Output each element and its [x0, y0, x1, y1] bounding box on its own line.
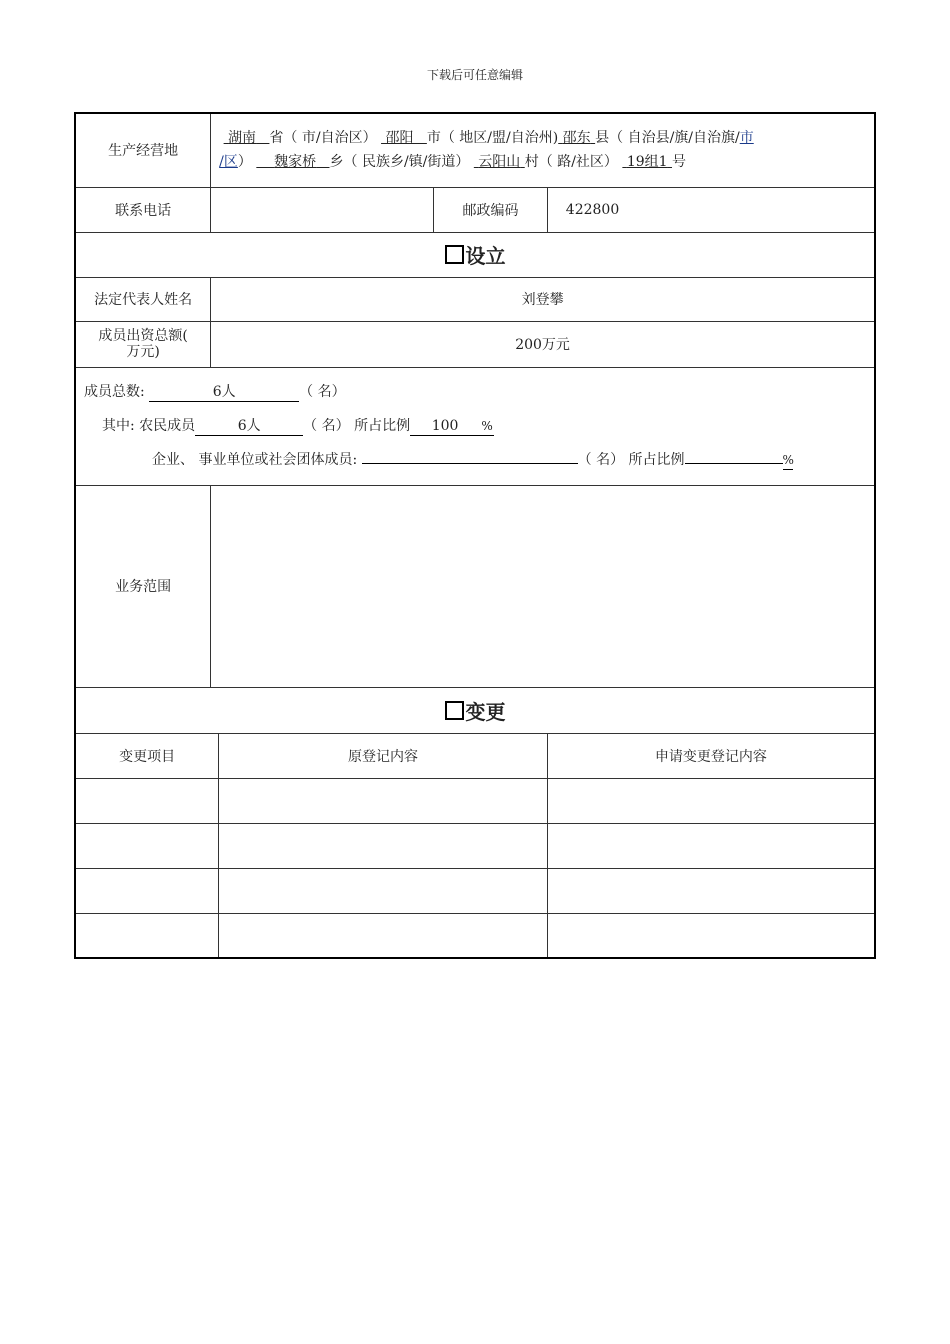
phone-label: 联系电话	[75, 187, 211, 232]
enterprise-unit: （ 名）	[577, 452, 625, 468]
change-requested-cell[interactable]	[547, 778, 875, 823]
establish-title: 设立	[465, 244, 506, 268]
members-total-label: 成员总数:	[84, 384, 145, 400]
farmer-ratio-value[interactable]: 100	[410, 417, 480, 436]
scope-label: 业务范围	[75, 485, 211, 687]
change-item-cell[interactable]	[75, 778, 219, 823]
enterprise-ratio-value[interactable]	[685, 463, 783, 464]
change-col-original: 原登记内容	[219, 733, 548, 778]
change-item-cell[interactable]	[75, 913, 219, 958]
change-original-cell[interactable]	[219, 868, 548, 913]
farmer-line	[84, 409, 866, 443]
scope-field[interactable]	[211, 485, 875, 687]
change-row	[75, 913, 875, 958]
change-checkbox[interactable]	[445, 701, 464, 720]
change-item-cell[interactable]	[75, 868, 219, 913]
capital-label-line1: 成员出资总额(	[98, 328, 188, 344]
members-total-value[interactable]: 6人	[149, 383, 299, 402]
farmer-percent: %	[480, 417, 494, 436]
change-row	[75, 868, 875, 913]
capital-value[interactable]: 200万元	[211, 321, 875, 367]
establish-checkbox[interactable]	[445, 245, 464, 264]
registration-form	[74, 112, 876, 959]
change-requested-cell[interactable]	[547, 823, 875, 868]
province-suffix: 省（ 市/自治区）	[269, 130, 377, 147]
farmer-unit: （ 名）	[303, 418, 350, 434]
change-title: 变更	[465, 699, 506, 724]
town-value[interactable]: 魏家桥	[274, 154, 317, 171]
enterprise-value[interactable]	[362, 463, 578, 464]
legal-rep-value[interactable]: 刘登攀	[211, 277, 875, 321]
enterprise-ratio-label: 所占比例	[628, 452, 685, 468]
farmer-ratio-label: 所占比例	[354, 418, 411, 434]
change-requested-cell[interactable]	[547, 913, 875, 958]
of-which-label: 其中:	[102, 418, 135, 434]
link-shi[interactable]: 市	[739, 130, 754, 147]
postal-field[interactable]: 422800	[547, 187, 875, 232]
city-suffix: 市（ 地区/盟/自治州)	[426, 130, 559, 147]
enterprise-line	[84, 443, 866, 477]
capital-label	[75, 321, 211, 367]
change-requested-cell[interactable]	[547, 868, 875, 913]
farmer-value[interactable]: 6人	[195, 417, 303, 436]
change-section-header	[75, 687, 875, 733]
village-suffix: 村（ 路/社区）	[524, 154, 618, 171]
number-value[interactable]: 19组1	[626, 154, 668, 171]
phone-field[interactable]	[211, 187, 434, 232]
change-col-item: 变更项目	[75, 733, 219, 778]
change-row	[75, 823, 875, 868]
legal-rep-label: 法定代表人姓名	[75, 277, 211, 321]
county-value[interactable]: 邵东	[562, 130, 591, 147]
header-note: 下载后可任意编辑	[426, 68, 523, 82]
address-cell	[211, 113, 875, 187]
city-value[interactable]: 邵阳	[385, 130, 414, 147]
address-label: 生产经营地	[75, 113, 211, 187]
change-original-cell[interactable]	[219, 913, 548, 958]
county-suffix: 县（ 自治县/旗/自治旗/	[595, 130, 740, 147]
province-value[interactable]: 湖南	[228, 130, 257, 147]
change-row	[75, 778, 875, 823]
change-original-cell[interactable]	[219, 778, 548, 823]
change-col-requested: 申请变更登记内容	[547, 733, 875, 778]
members-total-unit: （ 名）	[299, 384, 346, 400]
enterprise-percent: %	[783, 451, 793, 470]
after-link: ）	[237, 154, 252, 171]
capital-label-line2: 万元)	[126, 344, 160, 360]
members-cell	[75, 367, 875, 485]
change-original-cell[interactable]	[219, 823, 548, 868]
village-value[interactable]: 云阳山	[478, 154, 521, 171]
postal-label: 邮政编码	[434, 187, 548, 232]
link-qu[interactable]: /区	[219, 154, 238, 171]
establish-section-header	[75, 232, 875, 277]
farmer-label: 农民成员	[139, 418, 196, 434]
members-total-line	[84, 375, 866, 409]
enterprise-label: 企业、 事业单位或社会团体成员:	[152, 452, 358, 468]
town-suffix: 乡（ 民族乡/镇/街道）	[329, 154, 470, 171]
change-item-cell[interactable]	[75, 823, 219, 868]
number-suffix: 号	[672, 154, 687, 171]
